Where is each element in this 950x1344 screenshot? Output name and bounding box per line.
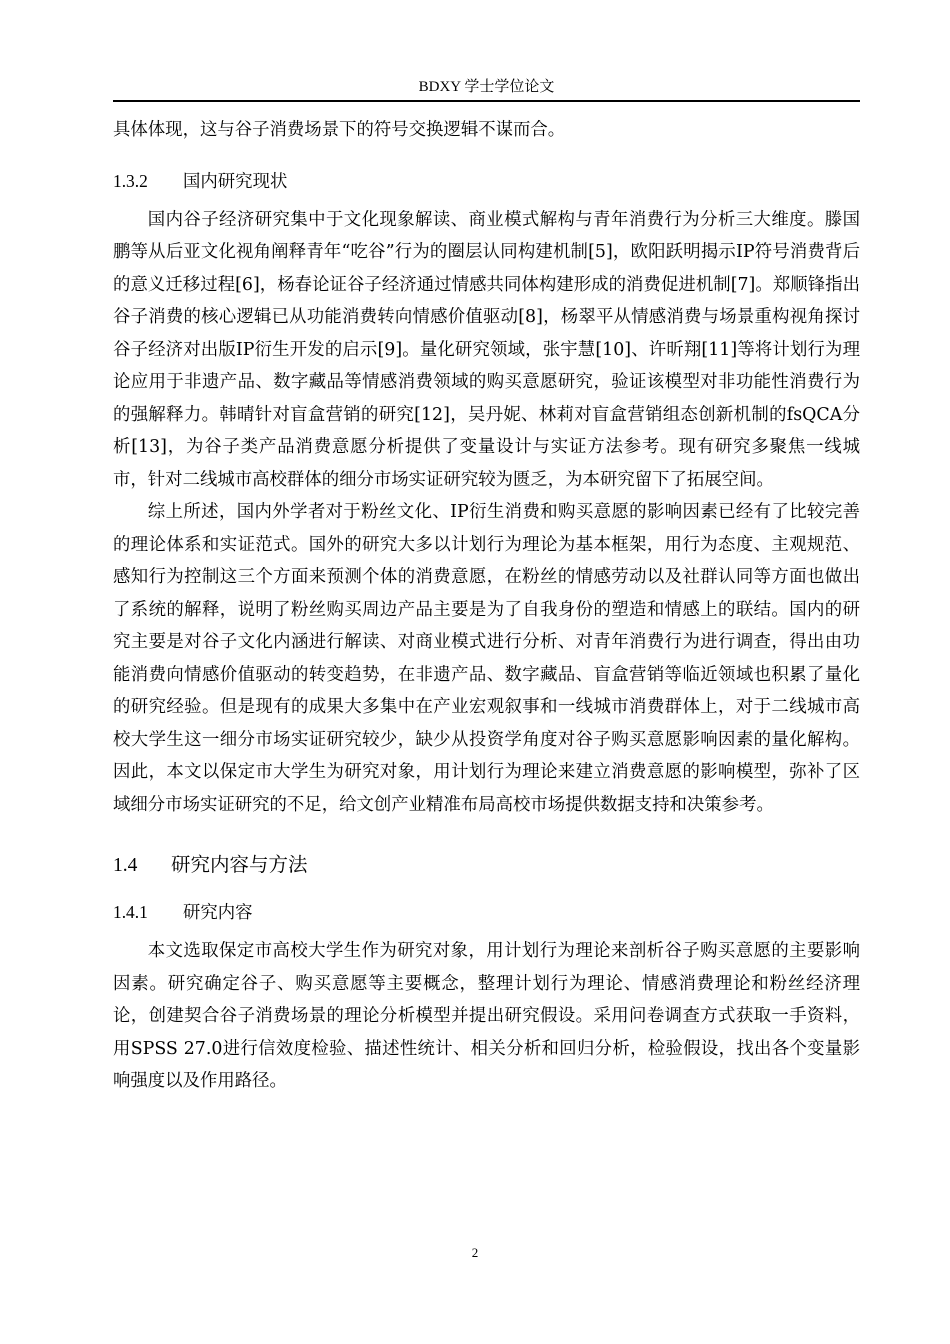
header-rule	[113, 100, 860, 102]
section-title: 研究内容与方法	[171, 853, 308, 876]
page-body	[113, 114, 860, 1098]
page-number: 2	[471, 1245, 479, 1260]
paragraph-summary: 综上所述，国内外学者对于粉丝文化、IP衍生消费和购买意愿的影响因素已经有了比较完善的理论体系和实证范式。国外的研究大多以计划行为理论为基本框架，用行为态度、主观规范、感知行为控制这三个方面来预测个体的消费意愿，在粉丝的情感劳动以及社群认同等方面也做出了系统的解释，说明了粉丝购买周边产品主要是为了自我身份的塑造和情感上的联结。国内的研究主要是对谷子文化内涵进行解读、对商业模式进行分析、对青年消费行为进行调查，得出由功能消费向情感价值驱动的转变趋势，在非遗产品、数字藏品、盲盒营销等临近领域也积累了量化的研究经验。但是现有的成果大多集中在产业宏观叙事和一线城市消费群体上，对于二线城市高校大学生这一细分市场实证研究较少，缺少从投资学角度对谷子购买意愿影响因素的量化解构。因此，本文以保定市大学生为研究对象，用计划行为理论来建立消费意愿的影响模型，弥补了区域细分市场实证研究的不足，给文创产业精准布局高校市场提供数据支持和决策参考。	[113, 502, 860, 815]
section-number: 1.3.2	[113, 170, 148, 191]
section-heading-1-4-1	[113, 900, 860, 925]
section-heading-1-4	[113, 851, 860, 880]
section-number: 1.4	[113, 855, 138, 876]
section-title: 国内研究现状	[183, 171, 288, 192]
paragraph-domestic-research: 国内谷子经济研究集中于文化现象解读、商业模式解构与青年消费行为分析三大维度。滕国鹏等从后亚文化视角阐释青年“吃谷”行为的圈层认同构建机制[5]，欧阳跃明揭示IP符号消费背后的意义迁移过程[6]，杨春论证谷子经济通过情感共同体构建形成的消费促进机制[7]。郑顺锋指出谷子消费的核心逻辑已从功能消费转向情感价值驱动[8]，杨翠平从情感消费与场景重构视角探讨谷子经济对出版IP衍生开发的启示[9]。量化研究领域，张宇慧[10]、许昕翔[11]等将计划行为理论应用于非遗产品、数字藏品等情感消费领域的购买意愿研究，验证该模型对非功能性消费行为的强解释力。韩晴针对盲盒营销的研究[12]，吴丹妮、林莉对盲盒营销组态创新机制的fsQCA分析[13]，为谷子类产品消费意愿分析提供了变量设计与实证方法参考。现有研究多聚焦一线城市，针对二线城市高校群体的细分市场实证研究较为匮乏，为本研究留下了拓展空间。	[113, 209, 860, 490]
section-title: 研究内容	[183, 903, 253, 923]
paragraph-research-content: 本文选取保定市高校大学生作为研究对象，用计划行为理论来剖析谷子购买意愿的主要影响因素。研究确定谷子、购买意愿等主要概念，整理计划行为理论、情感消费理论和粉丝经济理论，创建契合谷子消费场景的理论分析模型并提出研究假设。采用问卷调查方式获取一手资料，用SPSS 27.0进行信效度检验、描述性统计、相关分析和回归分析，检验假设，找出各个变量影响强度以及作用路径。	[113, 941, 860, 1091]
section-number: 1.4.1	[113, 902, 148, 922]
running-header: BDXY 学士学位论文	[418, 79, 555, 95]
intro-line: 具体体现，这与谷子消费场景下的符号交换逻辑不谋而合。	[113, 120, 566, 140]
section-heading-1-3-2	[113, 169, 860, 194]
